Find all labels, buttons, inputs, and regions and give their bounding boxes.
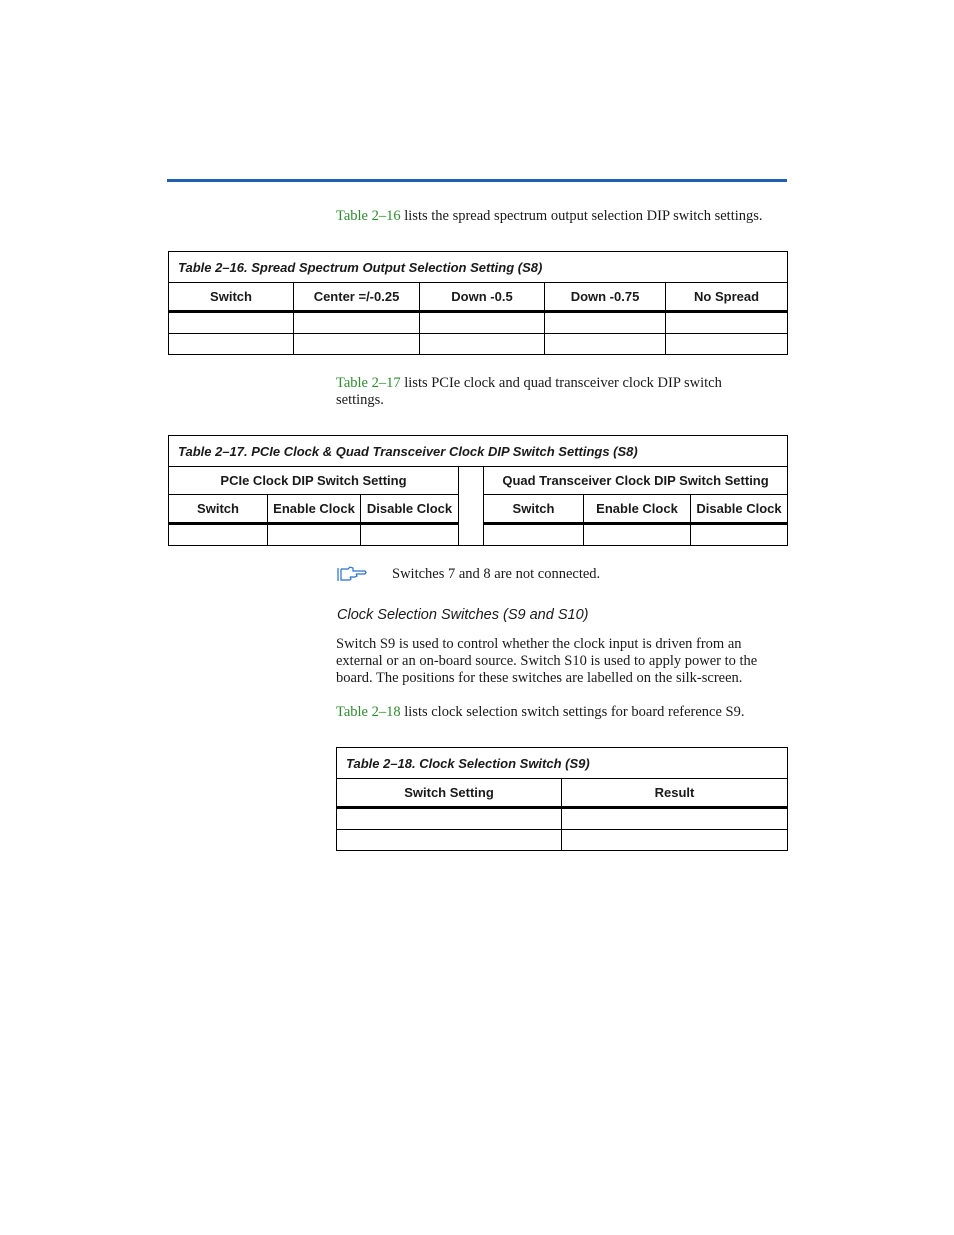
table-18	[336, 747, 788, 851]
group-header-pcie: PCIe Clock DIP Switch Setting	[169, 467, 459, 495]
section-body: Switch S9 is used to control whether the clock input is driven from an external or an on-board source. Switch S10 is used to apply power to the board. The positions for these switches are labelled on the silk-screen.	[336, 636, 758, 686]
table-16	[168, 251, 788, 355]
col-header-enable-clock: Enable Clock	[584, 495, 691, 524]
table-row	[169, 334, 788, 355]
table-16-caption: Table 2–16. Spread Spectrum Output Selection Setting (S8)	[169, 252, 788, 283]
pointing-hand-icon	[336, 565, 368, 583]
col-header-result: Result	[562, 779, 788, 808]
table-16-link[interactable]: Table 2–16	[336, 208, 401, 224]
table-row	[169, 312, 788, 334]
col-header-center: Center =/-0.25	[294, 283, 420, 312]
col-header-down-075: Down -0.75	[545, 283, 666, 312]
group-header-quad: Quad Transceiver Clock DIP Switch Setting	[484, 467, 788, 495]
col-header-disable-clock: Disable Clock	[361, 495, 459, 524]
col-header-down-05: Down -0.5	[420, 283, 545, 312]
intro-table-18: Table 2–18 lists clock selection switch settings for board reference S9.	[336, 704, 745, 720]
col-header-no-spread: No Spread	[666, 283, 788, 312]
table-row	[337, 808, 788, 830]
col-header-switch: Switch	[169, 495, 268, 524]
col-header-switch: Switch	[169, 283, 294, 312]
header-rule	[167, 179, 787, 182]
col-header-switch: Switch	[484, 495, 584, 524]
col-header-disable-clock: Disable Clock	[691, 495, 788, 524]
col-header-enable-clock: Enable Clock	[268, 495, 361, 524]
intro-table-17: Table 2–17 lists PCIe clock and quad transceiver clock DIP switch settings.	[336, 375, 722, 408]
table-row	[337, 830, 788, 851]
table-17-link[interactable]: Table 2–17	[336, 375, 401, 391]
table-spacer	[459, 467, 484, 546]
table-17	[168, 435, 788, 546]
table-17-caption: Table 2–17. PCIe Clock & Quad Transceiver Clock DIP Switch Settings (S8)	[169, 436, 788, 467]
section-heading: Clock Selection Switches (S9 and S10)	[337, 607, 589, 623]
intro-table-16: Table 2–16 lists the spread spectrum output selection DIP switch settings.	[336, 208, 763, 224]
col-header-switch-setting: Switch Setting	[337, 779, 562, 808]
table-18-link[interactable]: Table 2–18	[336, 704, 401, 720]
note-text: Switches 7 and 8 are not connected.	[392, 566, 601, 582]
table-18-caption: Table 2–18. Clock Selection Switch (S9)	[337, 748, 788, 779]
